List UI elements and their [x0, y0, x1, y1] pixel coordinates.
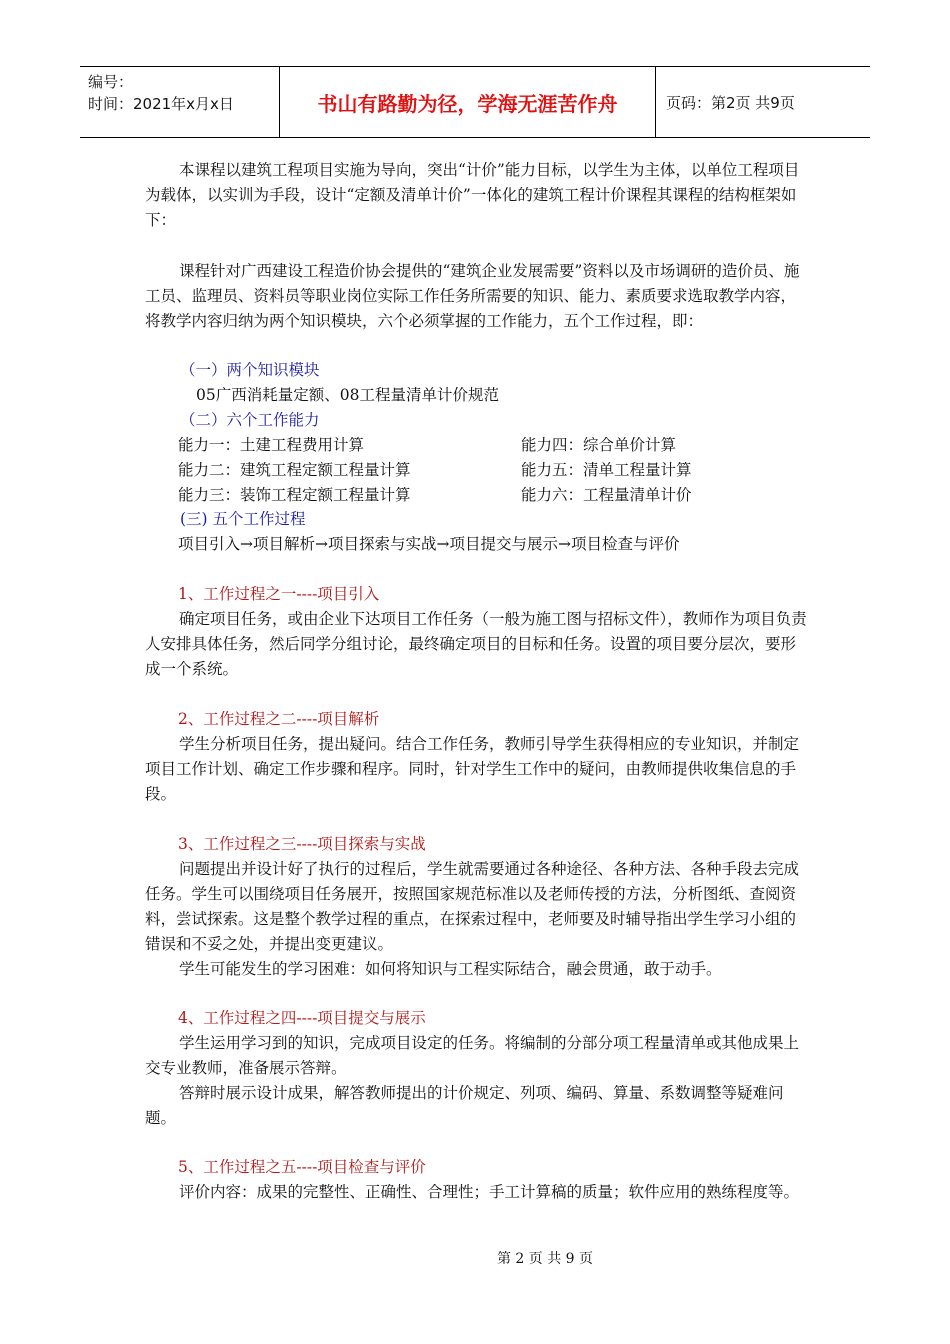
intro-paragraph-1: 本课程以建筑工程项目实施为导向，突出“计价”能力目标，以学生为主体，以单位工程项目为载体，以实训为手段，设计“定额及清单计价”一体化的建筑工程计价课程其课程的结构框架如下：: [145, 161, 800, 229]
header-meta: [80, 67, 280, 137]
process-title-5: 5、工作过程之五----项目检查与评价: [178, 1158, 426, 1176]
ability-item: 能力四：综合单价计算: [521, 436, 677, 454]
footer-page-number: 第 2 页 共 9 页: [496, 1251, 594, 1267]
header-page-info: 页码：第2页 共9页: [666, 93, 795, 112]
process-paragraph: 问题提出并设计好了执行的过程后，学生就需要通过各种途径、各种方法、各种手段去完成任务。学生可以围绕项目任务展开，按照国家规范标准以及老师传授的方法，分析图纸、查阅资料，尝试探索。这是整个教学过程的重点，在探索过程中，老师要及时辅导指出学生学习小组的错误和不妥之处，并提出变更建议。: [145, 860, 800, 953]
page-footer: [0, 1248, 950, 1268]
page-header: [80, 66, 870, 138]
process-paragraph: 学生运用学习到的知识，完成项目设定的任务。将编制的分部分项工程量清单或其他成果上交专业教师，准备展示答辩。: [145, 1034, 800, 1077]
process-paragraph: 确定项目任务，或由企业下达项目工作任务（一般为施工图与招标文件），教师作为项目负责人安排具体任务，然后同学分组讨论，最终确定项目的目标和任务。设置的项目要分层次，要形成一个系统。: [145, 610, 807, 678]
ability-item: 能力三：装饰工程定额工程量计算: [178, 486, 411, 504]
modules-text: 05广西消耗量定额、08工程量清单计价规范: [196, 386, 499, 404]
process-paragraph: 学生分析项目任务，提出疑问。结合工作任务，教师引导学生获得相应的专业知识，并制定项目工作计划、确定工作步骤和程序。同时，针对学生工作中的疑问，由教师提供收集信息的手段。: [145, 735, 800, 803]
section-heading-processes: (三) 五个工作过程: [180, 510, 306, 528]
section-heading-modules: （一）两个知识模块: [180, 361, 320, 379]
ability-item: 能力二：建筑工程定额工程量计算: [178, 461, 411, 479]
ability-item: 能力一：土建工程费用计算: [178, 436, 365, 454]
process-flow: 项目引入→项目解析→项目探索与实战→项目提交与展示→项目检查与评价: [178, 535, 680, 553]
process-paragraph: 评价内容：成果的完整性、正确性、合理性；手工计算稿的质量；软件应用的熟练程度等。: [179, 1183, 800, 1201]
process-title-3: 3、工作过程之三----项目探索与实战: [178, 835, 426, 853]
process-title-4: 4、工作过程之四----项目提交与展示: [178, 1009, 426, 1027]
intro-paragraph-2: 课程针对广西建设工程造价协会提供的“建筑企业发展需要”资料以及市场调研的造价员、施工员、监理员、资料员等职业岗位实际工作任务所需要的知识、能力、素质要求选取教学内容，将教学内容归纳为两个知识模块，六个必须掌握的工作能力，五个工作过程，即：: [145, 262, 800, 330]
document-date: 时间：2021年x月x日: [88, 95, 234, 113]
section-heading-abilities: （二）六个工作能力: [180, 411, 320, 429]
ability-item: 能力六：工程量清单计价: [521, 486, 692, 504]
ability-item: 能力五：清单工程量计算: [521, 461, 692, 479]
header-motto: 书山有路勤为径，学海无涯苦作舟: [280, 67, 656, 137]
process-title-2: 2、工作过程之二----项目解析: [178, 710, 380, 728]
process-paragraph: 答辩时展示设计成果，解答教师提出的计价规定、列项、编码、算量、系数调整等疑难问题。: [145, 1084, 784, 1127]
process-paragraph: 学生可能发生的学习困难：如何将知识与工程实际结合，融会贯通，敢于动手。: [179, 960, 722, 978]
document-number-label: 编号：: [88, 73, 134, 91]
process-title-1: 1、工作过程之一----项目引入: [178, 585, 380, 603]
